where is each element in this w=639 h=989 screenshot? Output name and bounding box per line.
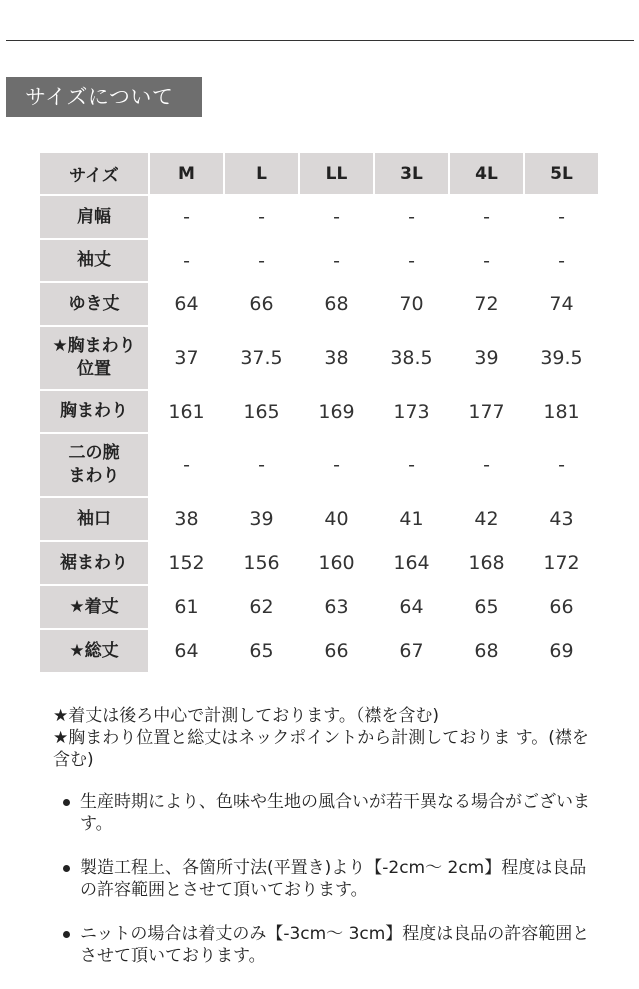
table-cell: - — [525, 240, 598, 281]
table-cell: 66 — [225, 283, 298, 325]
row-label: ★着丈 — [40, 586, 148, 628]
table-row — [40, 434, 598, 496]
row-label: ★総丈 — [40, 630, 148, 672]
column-header: サイズ — [40, 153, 148, 194]
table-cell: - — [375, 434, 448, 496]
table-row — [40, 391, 598, 432]
row-label: ゆき丈 — [40, 283, 148, 325]
table-cell: 72 — [450, 283, 523, 325]
measurement-notes — [53, 705, 593, 771]
table-cell: - — [300, 434, 373, 496]
column-header: L — [225, 153, 298, 194]
table-cell: - — [225, 434, 298, 496]
table-cell: - — [150, 196, 223, 238]
table-row — [40, 498, 598, 540]
table-cell: 168 — [450, 542, 523, 584]
table-cell: 69 — [525, 630, 598, 672]
table-cell: 64 — [150, 630, 223, 672]
table-cell: 65 — [225, 630, 298, 672]
table-cell: 37 — [150, 327, 223, 389]
top-divider — [6, 40, 634, 41]
table-cell: - — [375, 240, 448, 281]
table-cell: 43 — [525, 498, 598, 540]
row-label: 胸まわり — [40, 391, 148, 432]
row-label: 袖丈 — [40, 240, 148, 281]
table-row — [40, 196, 598, 238]
table-cell: 67 — [375, 630, 448, 672]
list-item-text: ニットの場合は着丈のみ【-3cm～ 3cm】程度は良品の許容範囲とさせて頂いております。 — [80, 924, 590, 966]
bullet-dot-icon — [63, 799, 70, 806]
table-cell: 156 — [225, 542, 298, 584]
row-label: 二の腕 まわり — [40, 434, 148, 496]
table-cell: 152 — [150, 542, 223, 584]
table-cell: 164 — [375, 542, 448, 584]
column-header: LL — [300, 153, 373, 194]
table-cell: - — [300, 240, 373, 281]
list-item — [60, 857, 590, 901]
table-cell: 66 — [525, 586, 598, 628]
size-table — [38, 151, 600, 674]
table-cell: 63 — [300, 586, 373, 628]
table-cell: - — [525, 196, 598, 238]
table-cell: 61 — [150, 586, 223, 628]
table-row — [40, 630, 598, 672]
table-cell: - — [225, 196, 298, 238]
table-row — [40, 542, 598, 584]
table-cell: 165 — [225, 391, 298, 432]
table-cell: - — [300, 196, 373, 238]
bullet-dot-icon — [63, 931, 70, 938]
table-cell: 68 — [300, 283, 373, 325]
column-header: 3L — [375, 153, 448, 194]
table-header-row — [40, 153, 598, 194]
table-cell: - — [450, 434, 523, 496]
table-cell: 65 — [450, 586, 523, 628]
table-cell: 74 — [525, 283, 598, 325]
table-cell: 161 — [150, 391, 223, 432]
table-cell: - — [375, 196, 448, 238]
table-cell: 40 — [300, 498, 373, 540]
column-header: 5L — [525, 153, 598, 194]
table-cell: 160 — [300, 542, 373, 584]
table-cell: 41 — [375, 498, 448, 540]
section-heading: サイズについて — [6, 77, 202, 117]
table-cell: - — [450, 196, 523, 238]
table-cell: - — [225, 240, 298, 281]
row-label: 肩幅 — [40, 196, 148, 238]
list-item — [60, 923, 590, 967]
column-header: 4L — [450, 153, 523, 194]
table-cell: - — [150, 240, 223, 281]
table-row — [40, 327, 598, 389]
table-cell: 68 — [450, 630, 523, 672]
table-cell: 38 — [300, 327, 373, 389]
table-cell: - — [450, 240, 523, 281]
table-cell: 181 — [525, 391, 598, 432]
table-row — [40, 240, 598, 281]
column-header: M — [150, 153, 223, 194]
table-cell: 39.5 — [525, 327, 598, 389]
table-cell: 38 — [150, 498, 223, 540]
table-cell: 38.5 — [375, 327, 448, 389]
note-line: ★着丈は後ろ中心で計測しております。（襟を含む) — [53, 706, 440, 726]
list-item-text: 生産時期により、色味や生地の風合いが若干異なる場合がございます。 — [80, 792, 590, 834]
list-item-text: 製造工程上、各箇所寸法(平置き)より【-2cm～ 2cm】程度は良品の許容範囲とさせて頂いております。 — [80, 858, 587, 900]
table-cell: 169 — [300, 391, 373, 432]
bullet-dot-icon — [63, 865, 70, 872]
caution-list — [60, 791, 590, 989]
table-cell: 39 — [450, 327, 523, 389]
table-cell: 177 — [450, 391, 523, 432]
table-cell: 173 — [375, 391, 448, 432]
row-label: ★胸まわり 位置 — [40, 327, 148, 389]
table-cell: 64 — [375, 586, 448, 628]
table-cell: 64 — [150, 283, 223, 325]
table-cell: 62 — [225, 586, 298, 628]
table-cell: - — [525, 434, 598, 496]
table-cell: 66 — [300, 630, 373, 672]
table-cell: 42 — [450, 498, 523, 540]
table-cell: 37.5 — [225, 327, 298, 389]
table-cell: 39 — [225, 498, 298, 540]
table-cell: 70 — [375, 283, 448, 325]
table-cell: 172 — [525, 542, 598, 584]
list-item — [60, 791, 590, 835]
note-line: ★胸まわり位置と総丈はネックポイントから計測しておりま す。(襟を含む) — [53, 728, 589, 770]
row-label: 袖口 — [40, 498, 148, 540]
table-cell: - — [150, 434, 223, 496]
row-label: 裾まわり — [40, 542, 148, 584]
table-row — [40, 283, 598, 325]
table-row — [40, 586, 598, 628]
